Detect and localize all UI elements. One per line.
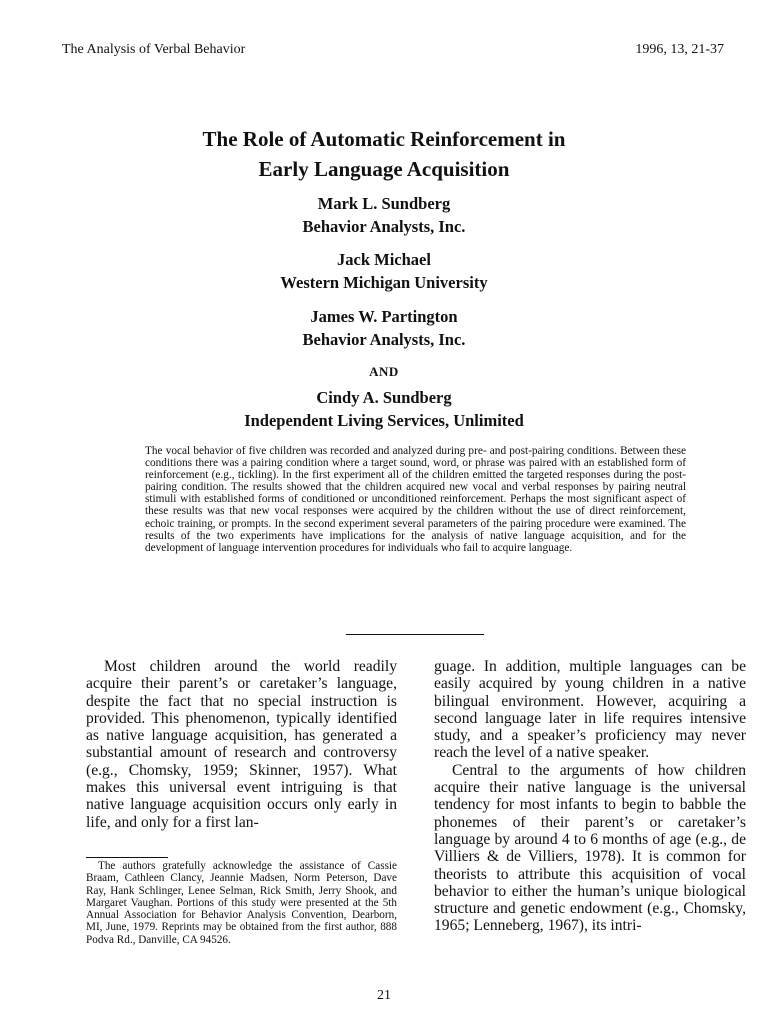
- footnote-rule: [86, 857, 168, 858]
- author-block-2: [0, 248, 768, 294]
- author-affiliation: Behavior Analysts, Inc.: [302, 330, 466, 349]
- body-paragraph: Central to the arguments of how children acquire their native language is the universal tendency for most infants to begin to babble the phonemes of their parent’s or caretaker’s language by around 4 to 6 months of age (e.g., de Villiers & de Villiers, 1978). It is common for theorists to attribute this acquisition of vocal behavior to either the human’s unique biological structure and genetic endowment (e.g., Chomsky, 1965; Lenneberg, 1967), its intri-: [434, 761, 746, 935]
- journal-name: The Analysis of Verbal Behavior: [62, 42, 246, 57]
- author-block-1: [0, 192, 768, 238]
- author-name: Mark L. Sundberg: [317, 194, 451, 213]
- page-number: 21: [377, 988, 391, 1003]
- title-line-2: Early Language Acquisition: [258, 157, 510, 181]
- body-column-left: [86, 658, 397, 831]
- author-affiliation: Western Michigan University: [280, 273, 488, 292]
- footnote: The authors gratefully acknowledge the assistance of Cassie Braam, Cathleen Clancy, Jeannie Madsen, Norm Peterson, Dave Ray, Hank Schlinger, Lenee Selman, Rick Smith, Jerry Shook, and Margaret Vaughan. Portions of this study were presented at the 5th Annual Association for Behavior Analysis Convention, Dearborn, MI, June, 1979. Reprints may be obtained from the first author, 888 Podva Rd., Danville, CA 94526.: [86, 860, 397, 946]
- author-affiliation: Independent Living Services, Unlimited: [244, 411, 524, 430]
- article-title: [0, 124, 768, 184]
- body-column-right: [434, 658, 746, 935]
- body-paragraph: guage. In addition, multiple languages can be easily acquired by young children in a native bilingual environment. However, acquiring a second language later in life requires intensive study, and a speaker’s proficiency may never reach the level of a native speaker.: [434, 658, 746, 762]
- author-block-3: [0, 305, 768, 351]
- abstract: The vocal behavior of five children was recorded and analyzed during pre- and post-pairing conditions. Between these conditions there was a pairing condition where a target sound, word, or phrase was paired with an established form of reinforcement (e.g., tickling). In the first experiment all of the children emitted the targeted responses during the post-pairing condition. The results showed that the children acquired new vocal and verbal responses by pairing neutral stimuli with established forms of conditioned or unconditioned reinforcement. Perhaps the most significant aspect of these results was that new vocal responses were acquired by the children without the use of direct reinforcement, echoic training, or prompts. In the second experiment several parameters of the pairing procedure were examined. The results of the two experiments have implications for the analysis of native language acquisition, and for the development of language intervention procedures for individuals who fail to acquire language.: [145, 445, 686, 554]
- section-divider: [346, 634, 484, 635]
- author-name: James W. Partington: [310, 307, 458, 326]
- citation: 1996, 13, 21-37: [635, 42, 724, 57]
- author-block-4: [0, 386, 768, 432]
- author-name: Jack Michael: [337, 250, 431, 269]
- and-separator: AND: [369, 364, 399, 379]
- body-paragraph: Most children around the world readily acquire their parent’s or caretaker’s language, despite the fact that no special instruction is provided. This phenomenon, typically identified as native language acquisition, has generated a substantial amount of research and controversy (e.g., Chomsky, 1959; Skinner, 1957). What makes this universal event intriguing is that native language acquisition occurs only early in life, and only for a first lan-: [86, 658, 397, 831]
- author-affiliation: Behavior Analysts, Inc.: [302, 217, 466, 236]
- author-name: Cindy A. Sundberg: [316, 388, 452, 407]
- title-line-1: The Role of Automatic Reinforcement in: [202, 127, 566, 151]
- running-head: [62, 42, 724, 58]
